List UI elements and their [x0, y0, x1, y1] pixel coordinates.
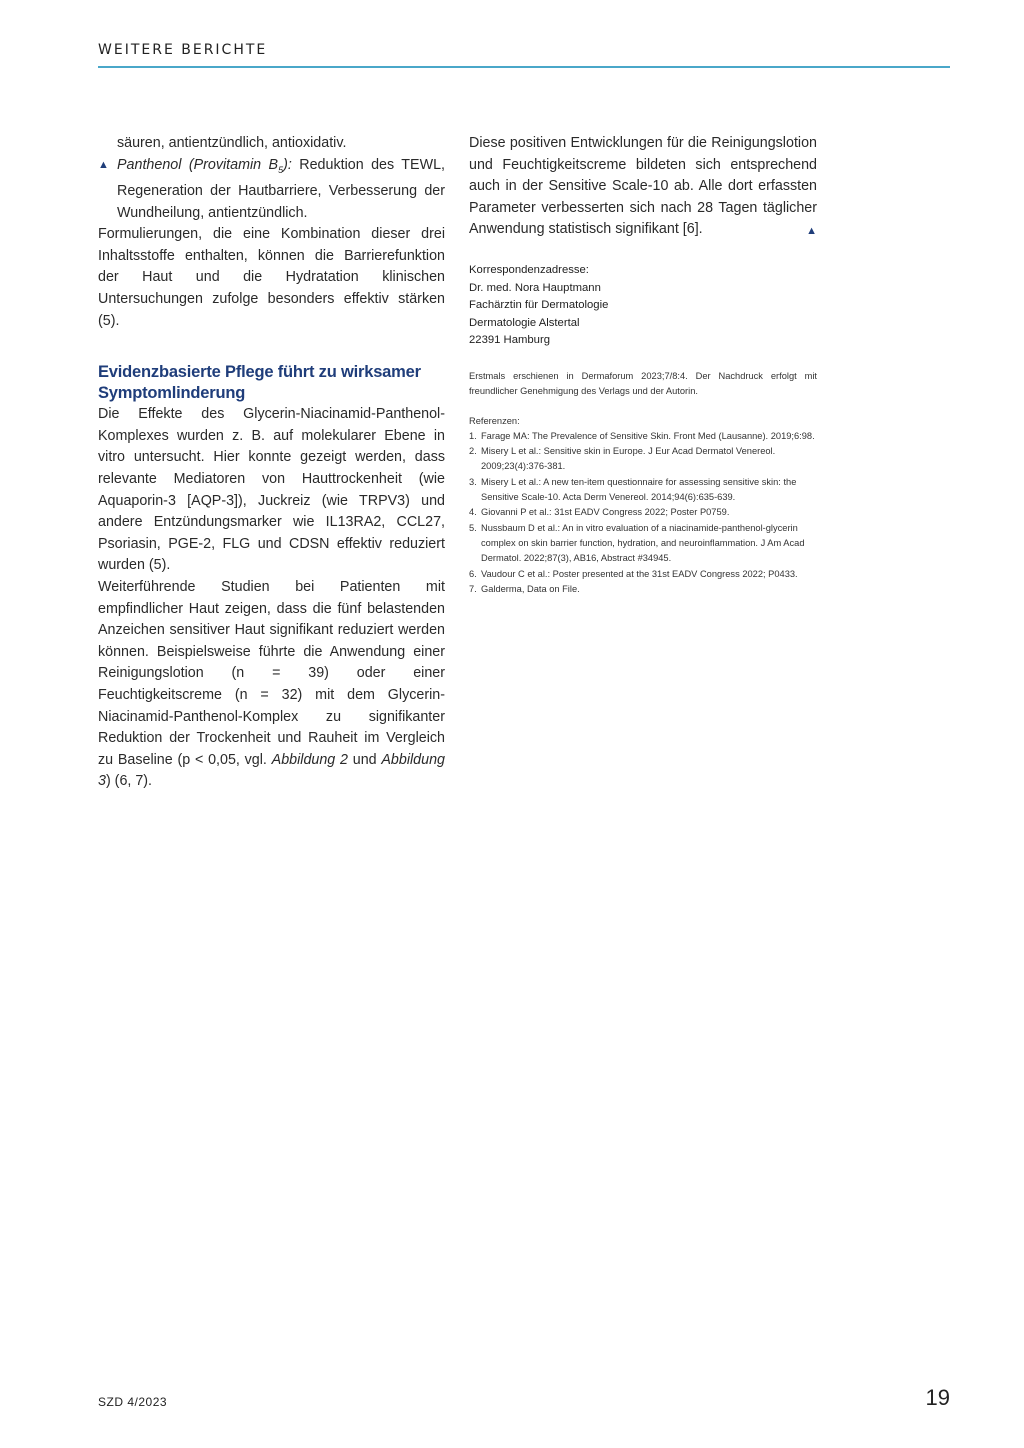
paragraph-continuation: säuren, antientzündlich, antioxidativ. [117, 135, 347, 151]
paragraph-formulations: Formulierungen, die eine Kombination dieser drei Inhaltsstoffe enthalten, können die Barrierefunktion der Haut und die Hydratation klinischen Untersuchungen zufolge besonders effektiv stärken (5). [98, 226, 445, 329]
reference-number: 3. [469, 476, 477, 487]
paragraph-studies [98, 577, 445, 793]
author-name: Dr. med. Nora Hauptmann [469, 281, 601, 294]
end-of-article-icon: ▲ [806, 225, 817, 238]
bullet-term-subscript: 5 [278, 164, 284, 175]
triangle-bullet-icon: ▲ [98, 158, 109, 171]
right-column [469, 133, 817, 597]
reference-item [469, 567, 817, 582]
reference-number: 6. [469, 568, 477, 579]
references-label: Referenzen: [469, 415, 520, 426]
paragraph-developments [469, 133, 817, 241]
reference-number: 1. [469, 430, 477, 441]
reference-text: Vaudour C et al.: Poster presented at the 31st EADV Congress 2022; P0433. [481, 568, 798, 579]
reference-item [469, 429, 817, 444]
conjunction: und [347, 751, 382, 768]
bullet-text: Reduktion des TEWL, Regeneration der Hautbarriere, Verbesserung der Wundheilung, antientzündlich. [117, 156, 445, 221]
references-list [469, 429, 817, 597]
reference-number: 5. [469, 522, 477, 533]
bullet-item-panthenol [98, 155, 445, 225]
reference-item [469, 444, 817, 475]
reference-item [469, 505, 817, 520]
reference-item [469, 582, 817, 597]
author-city: 22391 Hamburg [469, 334, 551, 347]
studies-citation: ) (6, 7). [105, 773, 153, 790]
reference-text: Misery L et al.: Sensitive skin in Europe. J Eur Acad Dermatol Venereol. 2009;23(4):376-381. [481, 446, 776, 472]
reference-text: Misery L et al.: A new ten-item questionnaire for assessing sensitive skin: the Sensitive Scale-10. Acta Derm Venereol. 2014;94(6):635-639. [481, 476, 797, 503]
figure-3-reference: Abbildung 3 [98, 751, 445, 790]
reference-text: Galderma, Data on File. [481, 583, 580, 594]
author-organization: Dermatologie Alstertal [469, 316, 580, 329]
reference-number: 7. [469, 583, 477, 594]
issue-label: SZD 4/2023 [98, 1395, 168, 1409]
paragraph-effects: Die Effekte des Glycerin-Niacinamid-Panthenol-Komplexes wurden z. B. auf molekularer Ebene in vitro untersucht. Hier konnte gezeigt werden, dass relevante Mediatoren von Hauttrockenheit (wie Aquaporin-3 [AQP-3]), Juckreiz (wie TRPV3) und andere Entzündungsmarker wie IL13RA2, CCL27, Psoriasin, PGE-2, FLG und CDSN effektiv reduziert wurden (5). [98, 406, 445, 574]
reference-item [469, 521, 817, 567]
reference-text: Giovanni P et al.: 31st EADV Congress 2022; Poster P0759. [481, 507, 730, 518]
reference-number: 2. [469, 446, 477, 457]
bullet-term: Panthenol (Provitamin B [117, 156, 279, 173]
section-title: WEITERE BERICHTE [98, 42, 268, 58]
running-header [98, 40, 950, 68]
first-published-note: Erstmals erschienen in Dermaforum 2023;7/8:4. Der Nachdruck erfolgt mit freundlicher Genehmigung des Verlags und der Autorin. [469, 370, 817, 397]
author-title: Fachärztin für Dermatologie [469, 299, 609, 312]
reference-item [469, 475, 817, 506]
correspondence-block [469, 262, 817, 350]
reference-text: Farage MA: The Prevalence of Sensitive Skin. Front Med (Lausanne). 2019;6:98. [481, 430, 815, 441]
studies-text: Weiterführende Studien bei Patienten mit empfindlicher Haut zeigen, dass die fünf belastenden Anzeichen sensitiver Haut signifikant reduziert werden können. Beispielsweise führte die Anwendung einer Reinigungslotion (n = 39) oder einer Feuchtigkeitscreme (n = 32) mit dem Glycerin-Niacinamid-Panthenol-Komplex zu signifikanter Reduktion der Trockenheit und Rauheit im Vergleich zu Baseline (p < 0,05, vgl. [98, 578, 445, 768]
bullet-term-end: ): [283, 156, 292, 173]
developments-text: Diese positiven Entwicklungen für die Reinigungslotion und Feuchtigkeitscreme bildeten sich entsprechend auch in der Sensitive Scale-10 ab. Alle dort erfassten Parameter verbesserten sich nach 28 Tagen täglicher Anwendung statistisch signifikant [6]. [469, 135, 817, 238]
reference-text: Nussbaum D et al.: An in vitro evaluation of a niacinamide-panthenol-glycerin complex on skin barrier function, hydration, and neuroinflammation. J Am Acad Dermatol. 2022;87(3), AB16, Abstract #34945. [481, 522, 805, 564]
left-column [98, 133, 445, 793]
reference-number: 4. [469, 507, 477, 518]
correspondence-label: Korrespondenzadresse: [469, 263, 589, 276]
section-heading: Evidenzbasierte Pflege führt zu wirksamer Symptomlinderung [98, 363, 421, 403]
page-number: 19 [925, 1385, 950, 1410]
figure-2-reference: Abbildung 2 [271, 751, 348, 768]
